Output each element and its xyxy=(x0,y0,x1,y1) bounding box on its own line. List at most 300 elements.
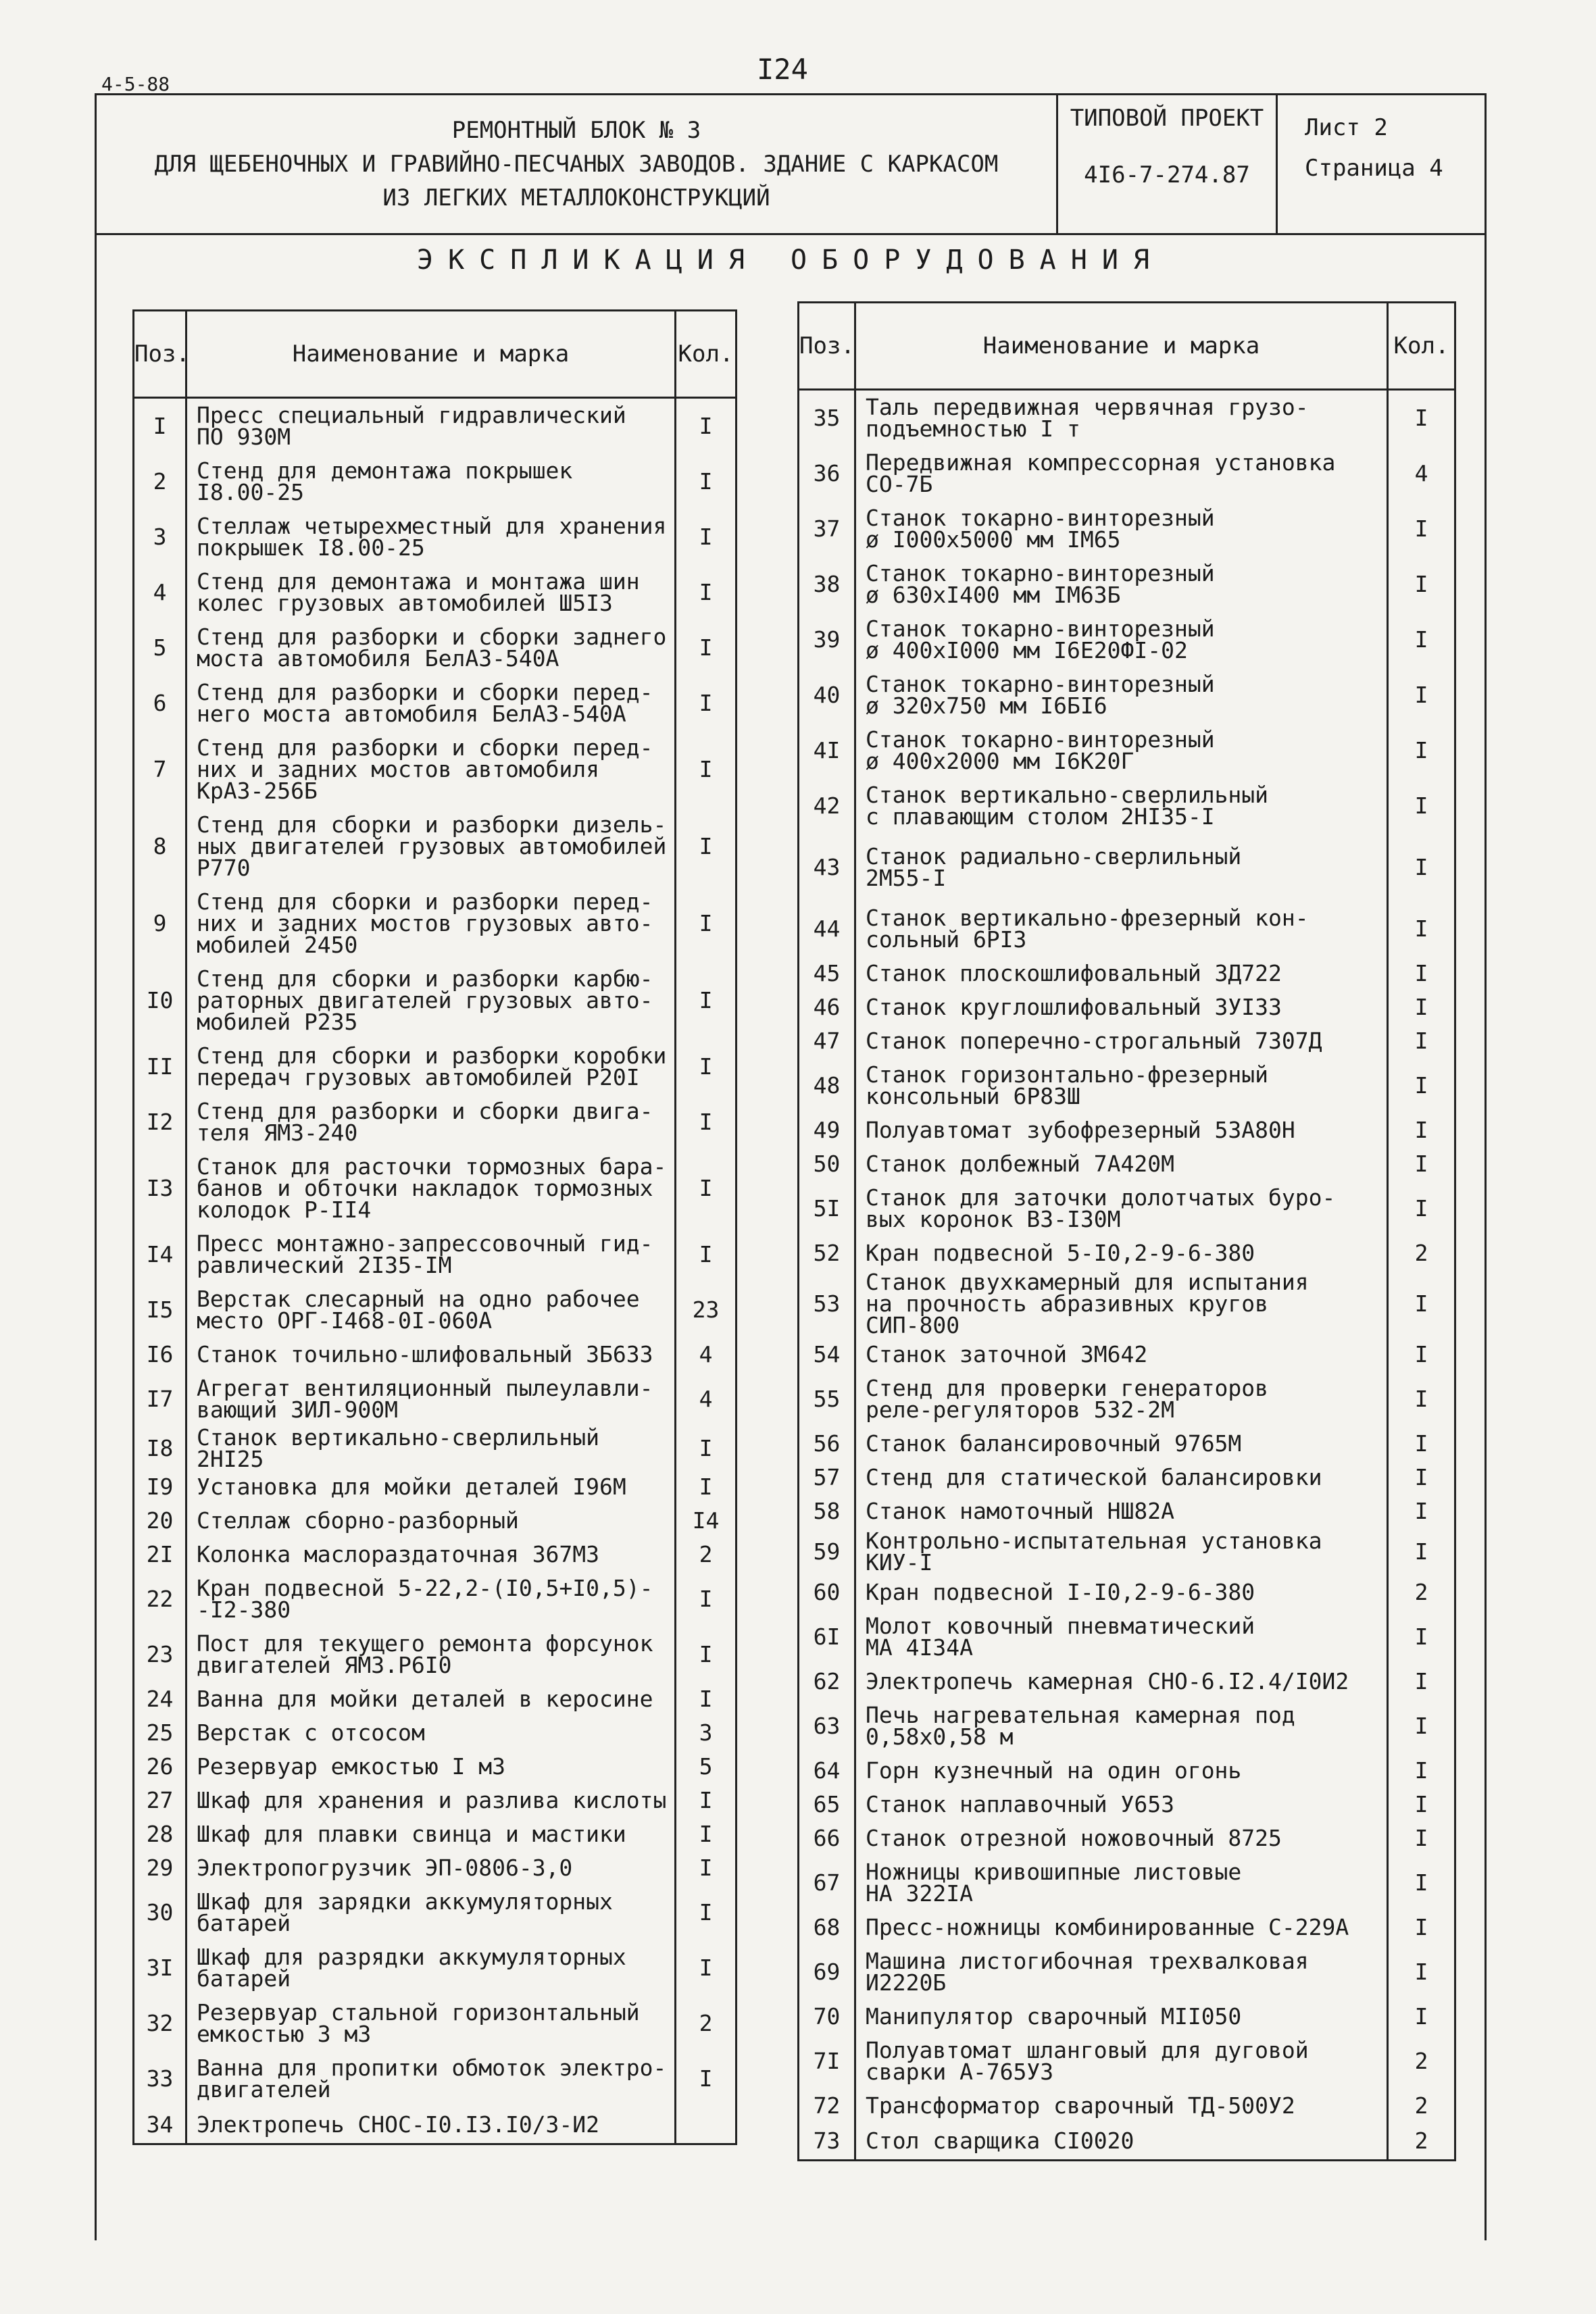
table-row xyxy=(134,1470,737,1504)
table-row xyxy=(799,1609,1455,1665)
table-cell-qty: I xyxy=(1388,1821,1455,1855)
table-cell-pos: 4I xyxy=(799,723,855,778)
table-cell-name: Пресс специальный гидравлический ПО 930М xyxy=(186,398,676,455)
table-row xyxy=(799,501,1455,557)
table-cell-qty: I xyxy=(676,808,737,885)
table-row xyxy=(799,1576,1455,1609)
table-cell-qty: I xyxy=(676,2051,737,2107)
table-cell-pos: 56 xyxy=(799,1427,855,1461)
table-cell-pos: 40 xyxy=(799,668,855,723)
project-label: ТИПОВОЙ ПРОЕКТ xyxy=(1070,105,1264,132)
table-cell-pos: 54 xyxy=(799,1338,855,1372)
table-cell-name: Станок токарно-винторезный ø 400х2000 мм I6К20Г xyxy=(855,723,1388,778)
table-cell-qty: I xyxy=(1388,1855,1455,1911)
table-cell-name: Агрегат вентиляционный пылеулавли- вающий ЗИЛ-900М xyxy=(186,1372,676,1427)
table-cell-qty: I xyxy=(1388,901,1455,957)
table-cell-name: Стеллаж сборно-разборный xyxy=(186,1504,676,1538)
table-row xyxy=(799,2000,1455,2034)
table-cell-name: Ножницы кривошипные листовые НА 322IА xyxy=(855,1855,1388,1911)
table-cell-name: Станок для заточки долотчатых буро- вых коронок В3-I30М xyxy=(855,1181,1388,1236)
table-cell-name: Стенд для разборки и сборки заднего моста автомобиля БелАЗ-540А xyxy=(186,620,676,676)
table-cell-pos: 49 xyxy=(799,1113,855,1147)
table-cell-name: Станок вертикально-фрезерный кон- сольный 6РI3 xyxy=(855,901,1388,957)
table-cell-pos: 7 xyxy=(134,731,186,808)
table-cell-pos: I9 xyxy=(134,1470,186,1504)
table-cell-pos: 22 xyxy=(134,1571,186,1627)
table-cell-name: Станок токарно-винторезный ø 630хI400 мм IМ63Б xyxy=(855,557,1388,612)
table-cell-qty: 23 xyxy=(676,1282,737,1338)
table-cell-qty: I xyxy=(1388,668,1455,723)
table-row xyxy=(134,1682,737,1716)
table-cell-qty: I xyxy=(1388,1911,1455,1944)
table-row xyxy=(134,1627,737,1682)
table-cell-name: Молот ковочный пневматический МА 4I34А xyxy=(855,1609,1388,1665)
column-header-pos: Поз. xyxy=(799,303,855,390)
table-row xyxy=(134,1940,737,1996)
table-row xyxy=(799,2034,1455,2089)
title-line-1: РЕМОНТНЫЙ БЛОК № 3 xyxy=(451,117,701,144)
table-cell-qty: I xyxy=(676,1885,737,1940)
table-row xyxy=(799,390,1455,447)
table-cell-qty: I xyxy=(676,1150,737,1227)
table-cell-qty: I xyxy=(676,398,737,455)
title-block-project xyxy=(1058,95,1278,233)
table-cell-name: Станок плоскошлифовальный 3Д722 xyxy=(855,957,1388,990)
table-cell-pos: 57 xyxy=(799,1461,855,1494)
table-cell-pos: 72 xyxy=(799,2089,855,2123)
table-row xyxy=(134,1750,737,1784)
table-cell-pos: 50 xyxy=(799,1147,855,1181)
table-cell-pos: I8 xyxy=(134,1427,186,1470)
table-row xyxy=(799,1754,1455,1788)
table-cell-pos: 53 xyxy=(799,1270,855,1338)
table-cell-qty: I xyxy=(676,565,737,620)
title-block-sheet xyxy=(1278,95,1485,233)
table-cell-pos: 30 xyxy=(134,1885,186,1940)
table-cell-qty: I xyxy=(1388,1494,1455,1528)
table-cell-qty: 2 xyxy=(1388,2034,1455,2089)
table-cell-qty: 2 xyxy=(1388,2089,1455,2123)
column-header-pos: Поз. xyxy=(134,311,186,398)
table-cell-qty: I xyxy=(676,1784,737,1817)
table-row xyxy=(799,1024,1455,1058)
table-row xyxy=(134,454,737,509)
table-row xyxy=(799,1181,1455,1236)
table-cell-name: Станок намоточный НШ82А xyxy=(855,1494,1388,1528)
table-cell-qty: I xyxy=(1388,1058,1455,1113)
table-cell-qty: I xyxy=(676,1851,737,1885)
table-cell-pos: I0 xyxy=(134,962,186,1039)
table-row xyxy=(799,2123,1455,2161)
table-cell-name: Установка для мойки деталей I96М xyxy=(186,1470,676,1504)
table-cell-pos: 33 xyxy=(134,2051,186,2107)
table-cell-name: Электропечь СНОС-I0.I3.I0/3-И2 xyxy=(186,2107,676,2144)
table-cell-pos: 9 xyxy=(134,885,186,962)
table-cell-qty: I xyxy=(1388,1528,1455,1576)
table-row xyxy=(799,1821,1455,1855)
table-cell-name: Стеллаж четырехместный для хранения покрышек I8.00-25 xyxy=(186,509,676,565)
table-cell-qty: I xyxy=(1388,557,1455,612)
table-cell-pos: 3I xyxy=(134,1940,186,1996)
table-cell-pos: 4 xyxy=(134,565,186,620)
table-row xyxy=(799,901,1455,957)
table-cell-qty: I xyxy=(1388,778,1455,834)
table-cell-pos: 59 xyxy=(799,1528,855,1576)
table-cell-pos: 28 xyxy=(134,1817,186,1851)
table-cell-pos: 7I xyxy=(799,2034,855,2089)
table-row xyxy=(799,1528,1455,1576)
table-row xyxy=(134,1817,737,1851)
table-cell-pos: 6 xyxy=(134,676,186,731)
table-cell-qty: I xyxy=(676,731,737,808)
table-cell-name: Пресс монтажно-запрессовочный гид- равлический 2I35-IМ xyxy=(186,1227,676,1282)
table-cell-qty: I xyxy=(1388,1372,1455,1427)
table-cell-qty: 2 xyxy=(1388,1576,1455,1609)
table-row xyxy=(799,1270,1455,1338)
table-row xyxy=(134,1996,737,2051)
sheet-label: Лист 2 xyxy=(1305,114,1388,141)
table-cell-name: Станок горизонтально-фрезерный консольный 6Р83Ш xyxy=(855,1058,1388,1113)
table-row xyxy=(799,1665,1455,1699)
table-header-row xyxy=(134,311,737,398)
table-cell-name: Резервуар емкостью I м3 xyxy=(186,1750,676,1784)
table-cell-pos: 39 xyxy=(799,612,855,668)
table-row xyxy=(799,834,1455,901)
table-cell-pos: 8 xyxy=(134,808,186,885)
table-row xyxy=(799,1911,1455,1944)
table-cell-name: Кран подвесной 5-I0,2-9-6-380 xyxy=(855,1236,1388,1270)
table-cell-qty: I xyxy=(1388,1024,1455,1058)
table-cell-qty: I xyxy=(676,676,737,731)
table-cell-name: Станок радиально-сверлильный 2М55-I xyxy=(855,834,1388,901)
table-row xyxy=(799,668,1455,723)
table-cell-name: Таль передвижная червячная грузо- подъемностью I т xyxy=(855,390,1388,447)
table-row xyxy=(134,1716,737,1750)
title-line-2: ДЛЯ ЩЕБЕНОЧНЫХ И ГРАВИЙНО-ПЕСЧАНЫХ ЗАВОДОВ. ЗДАНИЕ С КАРКАСОМ xyxy=(154,151,999,178)
table-cell-pos: I6 xyxy=(134,1338,186,1372)
table-cell-pos: I5 xyxy=(134,1282,186,1338)
table-cell-name: Стенд для демонтажа покрышек I8.00-25 xyxy=(186,454,676,509)
project-number: 4I6-7-274.87 xyxy=(1084,161,1250,188)
table-cell-pos: 23 xyxy=(134,1627,186,1682)
table-row xyxy=(799,990,1455,1024)
table-row xyxy=(799,612,1455,668)
table-row xyxy=(799,1427,1455,1461)
table-cell-name: Станок двухкамерный для испытания на прочность абразивных кругов СИП-800 xyxy=(855,1270,1388,1338)
table-cell-qty: I xyxy=(676,620,737,676)
table-cell-pos: 37 xyxy=(799,501,855,557)
table-cell-qty: I xyxy=(1388,1427,1455,1461)
table-cell-name: Ванна для мойки деталей в керосине xyxy=(186,1682,676,1716)
table-cell-qty: I4 xyxy=(676,1504,737,1538)
table-row xyxy=(134,962,737,1039)
table-cell-pos: I4 xyxy=(134,1227,186,1282)
column-header-name: Наименование и марка xyxy=(186,311,676,398)
table-cell-qty: I xyxy=(676,885,737,962)
table-cell-name: Стенд для сборки и разборки карбю- раторных двигателей грузовых авто- мобилей Р235 xyxy=(186,962,676,1039)
table-cell-qty: I xyxy=(1388,1788,1455,1821)
table-row xyxy=(799,1461,1455,1494)
table-cell-qty: I xyxy=(1388,990,1455,1024)
table-cell-name: Станок долбежный 7А420М xyxy=(855,1147,1388,1181)
table-cell-name: Полуавтомат зубофрезерный 53А80Н xyxy=(855,1113,1388,1147)
table-cell-name: Станок токарно-винторезный ø I000х5000 мм IМ65 xyxy=(855,501,1388,557)
table-cell-qty: I xyxy=(1388,957,1455,990)
table-cell-name: Станок отрезной ножовочный 8725 xyxy=(855,1821,1388,1855)
table-cell-name: Стенд для сборки и разборки дизель- ных двигателей грузовых автомобилей Р770 xyxy=(186,808,676,885)
table-cell-name: Колонка маслораздаточная 367М3 xyxy=(186,1538,676,1571)
column-header-qty: Кол. xyxy=(676,311,737,398)
table-cell-name: Ванна для пропитки обмоток электро- двигателей xyxy=(186,2051,676,2107)
table-row xyxy=(134,1150,737,1227)
page-number: I24 xyxy=(757,53,808,86)
table-cell-pos: 34 xyxy=(134,2107,186,2144)
table-cell-pos: 63 xyxy=(799,1699,855,1754)
table-cell-pos: 43 xyxy=(799,834,855,901)
table-cell-pos: 36 xyxy=(799,446,855,501)
table-cell-pos: 2I xyxy=(134,1538,186,1571)
table-row xyxy=(134,1039,737,1095)
table-cell-qty: I xyxy=(1388,834,1455,901)
table-cell-name: Трансформатор сварочный ТД-500У2 xyxy=(855,2089,1388,2123)
table-cell-name: Станок вертикально-сверлильный с плавающим столом 2НI35-I xyxy=(855,778,1388,834)
table-cell-pos: 58 xyxy=(799,1494,855,1528)
table-row xyxy=(134,1851,737,1885)
table-cell-name: Стенд для сборки и разборки коробки передач грузовых автомобилей Р20I xyxy=(186,1039,676,1095)
table-cell-pos: II xyxy=(134,1039,186,1095)
table-cell-qty: I xyxy=(1388,390,1455,447)
table-cell-name: Электропечь камерная СНО-6.I2.4/I0И2 xyxy=(855,1665,1388,1699)
table-cell-pos: 2 xyxy=(134,454,186,509)
table-row xyxy=(799,1372,1455,1427)
table-cell-pos: I7 xyxy=(134,1372,186,1427)
table-row xyxy=(134,1282,737,1338)
table-row xyxy=(799,1788,1455,1821)
table-cell-name: Станок поперечно-строгальный 7307Д xyxy=(855,1024,1388,1058)
table-cell-name: Шкаф для разрядки аккумуляторных батарей xyxy=(186,1940,676,1996)
table-row xyxy=(134,2107,737,2144)
table-cell-name: Стенд для разборки и сборки двига- теля ЯМЗ-240 xyxy=(186,1095,676,1150)
table-cell-name: Пост для текущего ремонта форсунок двигателей ЯМЗ.Р6I0 xyxy=(186,1627,676,1682)
table-cell-pos: 26 xyxy=(134,1750,186,1784)
table-cell-name: Станок для расточки тормозных бара- банов и обточки накладок тормозных колодок Р-II4 xyxy=(186,1150,676,1227)
table-cell-pos: 60 xyxy=(799,1576,855,1609)
table-cell-pos: 67 xyxy=(799,1855,855,1911)
table-cell-qty xyxy=(676,2107,737,2144)
table-row xyxy=(134,620,737,676)
table-cell-name: Электропогрузчик ЭП-0806-3,0 xyxy=(186,1851,676,1885)
table-cell-name: Стол сварщика СI0020 xyxy=(855,2123,1388,2161)
table-cell-qty: I xyxy=(1388,723,1455,778)
table-row xyxy=(134,398,737,455)
document-date: 4-5-88 xyxy=(101,73,170,95)
column-header-name: Наименование и марка xyxy=(855,303,1388,390)
table-row xyxy=(134,509,737,565)
table-cell-pos: 65 xyxy=(799,1788,855,1821)
table-row xyxy=(134,676,737,731)
table-cell-name: Машина листогибочная трехвалковая И2220Б xyxy=(855,1944,1388,2000)
table-cell-name: Верстак слесарный на одно рабочее место ОРГ-I468-0I-060А xyxy=(186,1282,676,1338)
table-row xyxy=(799,1699,1455,1754)
table-cell-qty: 3 xyxy=(676,1716,737,1750)
table-cell-qty: 2 xyxy=(1388,1236,1455,1270)
table-row xyxy=(799,557,1455,612)
table-cell-name: Верстак с отсосом xyxy=(186,1716,676,1750)
table-cell-pos: 3 xyxy=(134,509,186,565)
table-cell-pos: 69 xyxy=(799,1944,855,2000)
table-cell-qty: I xyxy=(676,509,737,565)
table-cell-pos: 68 xyxy=(799,1911,855,1944)
table-cell-qty: I xyxy=(1388,1665,1455,1699)
table-cell-qty: I xyxy=(1388,1113,1455,1147)
table-cell-qty: I xyxy=(676,1039,737,1095)
table-row xyxy=(799,446,1455,501)
table-cell-qty: I xyxy=(676,1427,737,1470)
table-cell-qty: 5 xyxy=(676,1750,737,1784)
table-cell-pos: I xyxy=(134,398,186,455)
table-cell-qty: I xyxy=(1388,1754,1455,1788)
table-row xyxy=(799,957,1455,990)
table-cell-pos: I2 xyxy=(134,1095,186,1150)
equipment-table-right xyxy=(797,301,1456,2161)
table-cell-pos: 5 xyxy=(134,620,186,676)
table-cell-name: Шкаф для зарядки аккумуляторных батарей xyxy=(186,1885,676,1940)
table-cell-name: Стенд для сборки и разборки перед- них и задних мостов грузовых авто- мобилей 2450 xyxy=(186,885,676,962)
table-cell-pos: 45 xyxy=(799,957,855,990)
table-cell-qty: I xyxy=(1388,612,1455,668)
table-row xyxy=(134,1338,737,1372)
table-cell-name: Станок круглошлифовальный 3УI33 xyxy=(855,990,1388,1024)
table-cell-pos: 5I xyxy=(799,1181,855,1236)
table-cell-qty: I xyxy=(676,1940,737,1996)
table-cell-qty: 4 xyxy=(1388,446,1455,501)
table-cell-name: Резервуар стальной горизонтальный емкостью 3 м3 xyxy=(186,1996,676,2051)
table-cell-pos: 29 xyxy=(134,1851,186,1885)
table-row xyxy=(799,778,1455,834)
table-cell-pos: 55 xyxy=(799,1372,855,1427)
table-row xyxy=(799,1113,1455,1147)
table-cell-pos: 20 xyxy=(134,1504,186,1538)
table-cell-qty: I xyxy=(1388,1338,1455,1372)
table-cell-qty: I xyxy=(1388,2000,1455,2034)
table-cell-name: Станок вертикально-сверлильный 2НI25 xyxy=(186,1427,676,1470)
table-cell-qty: I xyxy=(676,454,737,509)
table-cell-pos: 62 xyxy=(799,1665,855,1699)
table-cell-name: Кран подвесной I-I0,2-9-6-380 xyxy=(855,1576,1388,1609)
table-cell-qty: 2 xyxy=(676,1996,737,2051)
table-cell-qty: I xyxy=(676,1095,737,1150)
table-row xyxy=(134,1784,737,1817)
table-cell-pos: 46 xyxy=(799,990,855,1024)
table-cell-pos: 64 xyxy=(799,1754,855,1788)
table-cell-name: Станок заточной 3М642 xyxy=(855,1338,1388,1372)
table-cell-pos: 32 xyxy=(134,1996,186,2051)
table-row xyxy=(134,1427,737,1470)
title-block-name xyxy=(97,95,1058,233)
table-cell-pos: 44 xyxy=(799,901,855,957)
table-cell-name: Передвижная компрессорная установка СО-7Б xyxy=(855,446,1388,501)
table-cell-pos: 24 xyxy=(134,1682,186,1716)
table-row xyxy=(799,1058,1455,1113)
table-row xyxy=(134,731,737,808)
table-cell-qty: I xyxy=(676,962,737,1039)
table-cell-qty: I xyxy=(1388,1147,1455,1181)
table-row xyxy=(134,1538,737,1571)
table-cell-pos: 73 xyxy=(799,2123,855,2161)
table-cell-name: Станок токарно-винторезный ø 400хI000 мм I6Е20ФI-02 xyxy=(855,612,1388,668)
table-row xyxy=(799,1236,1455,1270)
table-cell-pos: 48 xyxy=(799,1058,855,1113)
table-cell-name: Станок наплавочный У653 xyxy=(855,1788,1388,1821)
table-row xyxy=(134,1571,737,1627)
table-row xyxy=(134,1095,737,1150)
table-cell-qty: I xyxy=(676,1627,737,1682)
table-cell-qty: 4 xyxy=(676,1338,737,1372)
table-cell-qty: I xyxy=(1388,1609,1455,1665)
table-cell-qty: I xyxy=(1388,1181,1455,1236)
table-row xyxy=(799,1494,1455,1528)
table-row xyxy=(134,565,737,620)
equipment-table-left xyxy=(132,309,737,2145)
table-row xyxy=(134,2051,737,2107)
table-cell-name: Стенд для демонтажа и монтажа шин колес грузовых автомобилей Ш5I3 xyxy=(186,565,676,620)
table-cell-qty: I xyxy=(676,1571,737,1627)
table-row xyxy=(134,1372,737,1427)
table-cell-qty: I xyxy=(1388,501,1455,557)
table-row xyxy=(799,1855,1455,1911)
table-row xyxy=(134,1227,737,1282)
table-cell-pos: 35 xyxy=(799,390,855,447)
table-cell-pos: 38 xyxy=(799,557,855,612)
table-cell-pos: 66 xyxy=(799,1821,855,1855)
table-cell-pos: 27 xyxy=(134,1784,186,1817)
table-cell-name: Стенд для разборки и сборки перед- него моста автомобиля БелАЗ-540А xyxy=(186,676,676,731)
table-cell-qty: I xyxy=(676,1817,737,1851)
table-cell-name: Станок токарно-винторезный ø 320х750 мм I6БI6 xyxy=(855,668,1388,723)
table-row xyxy=(799,1944,1455,2000)
section-heading: ЭКСПЛИКАЦИЯ ОБОРУДОВАНИЯ xyxy=(417,245,1164,276)
table-cell-qty: 2 xyxy=(1388,2123,1455,2161)
table-cell-qty: I xyxy=(1388,1699,1455,1754)
table-cell-qty: I xyxy=(676,1470,737,1504)
table-cell-name: Манипулятор сварочный МII050 xyxy=(855,2000,1388,2034)
table-cell-name: Стенд для разборки и сборки перед- них и задних мостов автомобиля КрАЗ-256Б xyxy=(186,731,676,808)
table-row xyxy=(134,808,737,885)
table-row xyxy=(134,1885,737,1940)
table-cell-pos: 52 xyxy=(799,1236,855,1270)
table-cell-name: Станок точильно-шлифовальный 3Б633 xyxy=(186,1338,676,1372)
table-cell-pos: 6I xyxy=(799,1609,855,1665)
table-cell-qty: 4 xyxy=(676,1372,737,1427)
table-row xyxy=(799,2089,1455,2123)
table-cell-name: Печь нагревательная камерная под 0,58х0,58 м xyxy=(855,1699,1388,1754)
table-row xyxy=(799,723,1455,778)
table-cell-name: Пресс-ножницы комбинированные С-229А xyxy=(855,1911,1388,1944)
title-line-3: ИЗ ЛЕГКИХ МЕТАЛЛОКОНСТРУКЦИЙ xyxy=(382,184,770,211)
column-header-qty: Кол. xyxy=(1388,303,1455,390)
table-row xyxy=(799,1338,1455,1372)
table-cell-qty: I xyxy=(676,1682,737,1716)
page-label: Страница 4 xyxy=(1305,155,1443,182)
table-cell-name: Шкаф для хранения и разлива кислоты xyxy=(186,1784,676,1817)
table-cell-name: Полуавтомат шланговый для дуговой сварки А-765У3 xyxy=(855,2034,1388,2089)
table-cell-name: Шкаф для плавки свинца и мастики xyxy=(186,1817,676,1851)
table-cell-pos: 70 xyxy=(799,2000,855,2034)
table-cell-name: Стенд для проверки генераторов реле-регуляторов 532-2М xyxy=(855,1372,1388,1427)
table-row xyxy=(134,885,737,962)
table-cell-pos: 47 xyxy=(799,1024,855,1058)
title-block xyxy=(95,93,1487,235)
